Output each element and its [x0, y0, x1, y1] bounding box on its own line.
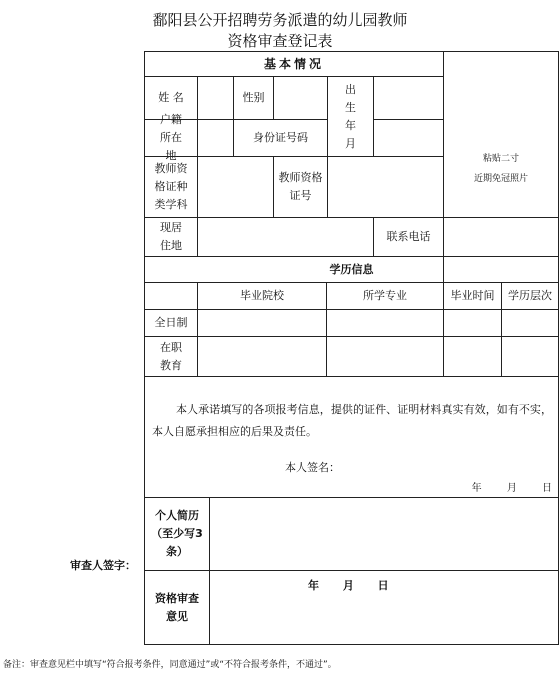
input-parttime-time[interactable]	[443, 336, 501, 376]
input-address[interactable]	[197, 217, 373, 256]
input-fulltime-major[interactable]	[326, 309, 443, 336]
input-parttime-major[interactable]	[326, 336, 443, 376]
input-id-number[interactable]	[373, 119, 443, 156]
input-cert-number[interactable]	[327, 156, 443, 217]
input-fulltime-time[interactable]	[443, 309, 501, 336]
photo-hint-line1: 粘贴二寸	[482, 153, 519, 164]
input-hukou[interactable]	[197, 119, 233, 156]
review-date: 年 月 日	[308, 579, 389, 592]
input-gender[interactable]	[273, 76, 327, 119]
input-parttime-school[interactable]	[197, 336, 326, 376]
pledge-date: 年 月 日	[471, 483, 552, 494]
input-resume[interactable]	[209, 497, 559, 570]
input-birth[interactable]	[373, 76, 443, 119]
section-education: 学历信息	[144, 256, 559, 282]
form-title-line1: 鄱阳县公开招聘劳务派遣的幼儿园教师	[152, 11, 408, 29]
col-grad-time: 毕业时间	[443, 282, 501, 309]
col-edu-level: 学历层次	[501, 282, 559, 309]
label-birth: 出生年月	[327, 76, 373, 156]
label-cert-type: 教师资格证种类学科	[144, 156, 197, 217]
label-review: 资格审查意见	[144, 570, 209, 645]
pledge-signature-label: 本人签名：	[285, 461, 340, 474]
footnote: 备注：审查意见栏中填写“符合报考条件，同意通过”或“不符合报考条件，不通过”。	[3, 660, 337, 670]
col-major: 所学专业	[326, 282, 443, 309]
row-fulltime: 全日制	[144, 309, 197, 336]
label-gender: 性别	[233, 76, 273, 119]
col-school: 毕业院校	[197, 282, 326, 309]
label-cert-number: 教师资格证号	[273, 156, 327, 217]
section-basic-info: 基本情况	[144, 51, 443, 76]
pledge-text: 本人承诺填写的各项报考信息，提供的证件、证明材料真实有效，如有不实，本人自愿承担相应的后果及责任。	[152, 403, 552, 438]
pledge-block	[144, 376, 559, 497]
registration-form	[144, 51, 559, 645]
label-hukou: 户籍所在地	[144, 119, 197, 156]
input-name[interactable]	[197, 76, 233, 119]
row-parttime: 在职教育	[144, 336, 197, 376]
input-cert-type[interactable]	[197, 156, 273, 217]
input-phone[interactable]	[443, 217, 559, 256]
label-resume: 个人简历（至少写3条）	[144, 497, 209, 570]
reviewer-signature-label: 审查人签字：	[70, 559, 136, 572]
form-title-line2: 资格审查登记表	[227, 32, 333, 50]
label-id-number: 身份证号码	[233, 119, 327, 156]
input-fulltime-level[interactable]	[501, 309, 559, 336]
input-parttime-level[interactable]	[501, 336, 559, 376]
edu-corner	[144, 282, 197, 309]
label-address: 现居住地	[144, 217, 197, 256]
label-name: 姓 名	[144, 76, 197, 119]
photo-hint-line2: 近期免冠照片	[473, 173, 528, 184]
input-fulltime-school[interactable]	[197, 309, 326, 336]
label-phone: 联系电话	[373, 217, 443, 256]
